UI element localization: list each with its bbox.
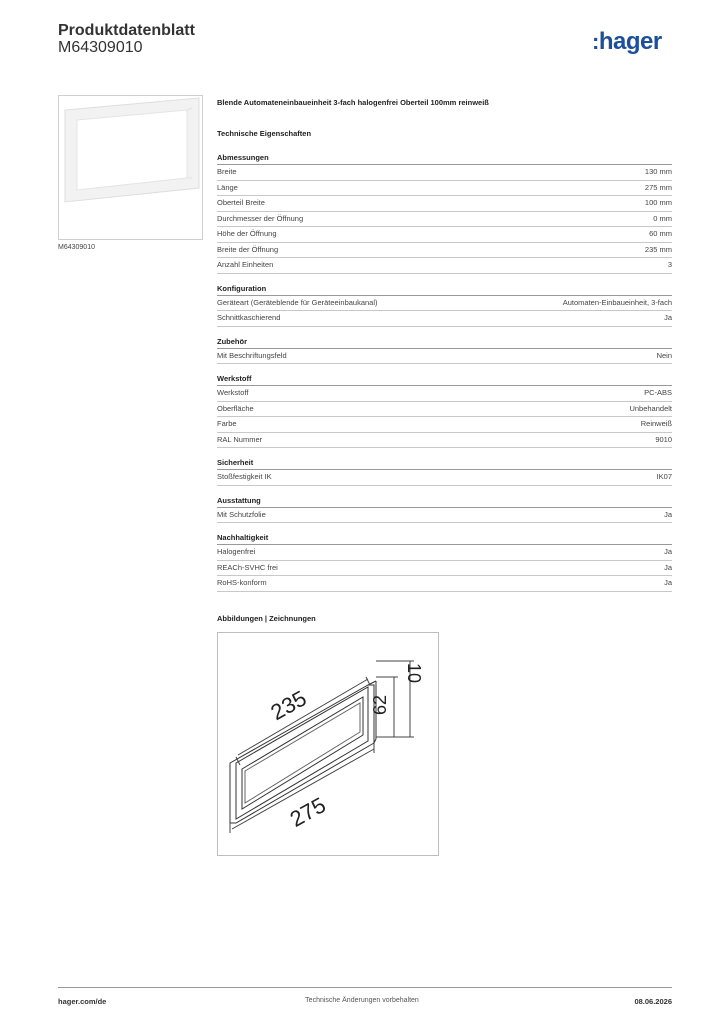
dim-length-label: 275 [285,792,330,832]
property-value: 0 mm [653,213,672,223]
section-heading: Konfiguration [217,284,672,296]
property-label: Anzahl Einheiten [217,260,274,269]
property-row [217,402,672,418]
property-value: Nein [656,350,672,360]
property-value: 130 mm [644,167,672,176]
property-label: Geräteart (Geräteblende für Geräteeinbaukanal) [217,297,378,307]
dim-depth-label: 10 [404,663,424,684]
logo-text: hager [598,28,662,55]
property-value: PC-ABS [644,388,672,397]
property-row [217,386,672,402]
property-label: RAL Nummer [217,434,263,444]
property-value: Automaten-Einbaueinheit, 3-fach [562,297,672,307]
property-row [217,561,672,577]
page-title: Produktdatenblatt [58,22,195,39]
dimension-drawing [217,632,439,856]
product-code: M64309010 [58,39,143,56]
thumbnail-caption: M64309010 [58,244,95,251]
property-row [217,545,672,561]
property-value: 3 [667,260,672,269]
footer-notice: Technische Änderungen vorbehalten [305,997,419,1004]
property-row [217,243,672,259]
property-value: 275 mm [644,182,672,192]
property-label: REACh-SVHC frei [217,562,278,572]
property-row [217,181,672,197]
figures-heading: Abbildungen | Zeichnungen [217,614,316,623]
property-label: Werkstoff [217,388,249,397]
property-label: Durchmesser der Öffnung [217,213,304,223]
product-thumbnail-image [59,96,202,239]
property-value: 60 mm [649,229,672,238]
footer-website-link[interactable]: hager.com/de [58,997,107,1006]
property-label: Höhe der Öffnung [217,229,277,238]
property-label: Schnittkaschierend [217,313,281,322]
property-row [217,258,672,274]
property-value: IK07 [656,472,672,481]
property-row [217,311,672,327]
dim-height-label: 62 [370,694,390,715]
property-label: Halogenfrei [217,547,256,556]
properties-panel [217,98,672,592]
property-label: Mit Schutzfolie [217,509,266,519]
property-row [217,470,672,486]
section-heading: Abmessungen [217,153,672,165]
section [217,458,672,486]
property-value: 235 mm [644,244,672,254]
property-row [217,227,672,243]
property-row [217,349,672,365]
property-value: Ja [664,313,672,322]
section-heading: Ausstattung [217,496,672,508]
section [217,496,672,524]
property-value: Unbehandelt [629,403,672,413]
property-label: Breite [217,167,237,176]
section-heading: Nachhaltigkeit [217,533,672,545]
section [217,374,672,448]
logo-prefix: : [592,29,599,54]
property-value: Ja [664,509,672,519]
property-row [217,508,672,524]
section-heading: Werkstoff [217,374,672,386]
product-thumbnail [58,95,203,240]
property-value: Ja [664,578,672,587]
dimension-drawing-image [218,633,438,855]
property-row [217,165,672,181]
property-row [217,212,672,228]
property-value: 9010 [655,434,672,444]
footer-divider [58,987,672,988]
section [217,284,672,327]
property-label: Länge [217,182,238,192]
property-row [217,196,672,212]
footer-date: 08.06.2026 [634,997,672,1006]
property-label: Oberteil Breite [217,198,265,207]
section [217,153,672,274]
property-value: 100 mm [644,198,672,207]
property-sections [217,153,672,592]
dim-opening-width-label: 235 [266,685,311,726]
property-label: Mit Beschriftungsfeld [217,350,287,360]
property-label: RoHS-konform [217,578,267,587]
product-name: Blende Automateneinbaueinheit 3-fach halogenfrei Oberteil 100mm reinweiß [217,98,489,107]
hager-logo [592,28,662,56]
property-label: Breite der Öffnung [217,244,279,254]
section-heading: Sicherheit [217,458,672,470]
property-value: Reinweiß [640,419,672,428]
property-value: Ja [664,562,672,572]
properties-heading: Technische Eigenschaften [217,129,312,138]
property-label: Stoßfestigkeit IK [217,472,272,481]
section [217,337,672,365]
section [217,533,672,592]
property-value: Ja [664,547,672,556]
property-row [217,576,672,592]
property-label: Oberfläche [217,403,254,413]
property-row [217,296,672,312]
section-heading: Zubehör [217,337,672,349]
property-label: Farbe [217,419,237,428]
property-row [217,417,672,433]
property-row [217,433,672,449]
